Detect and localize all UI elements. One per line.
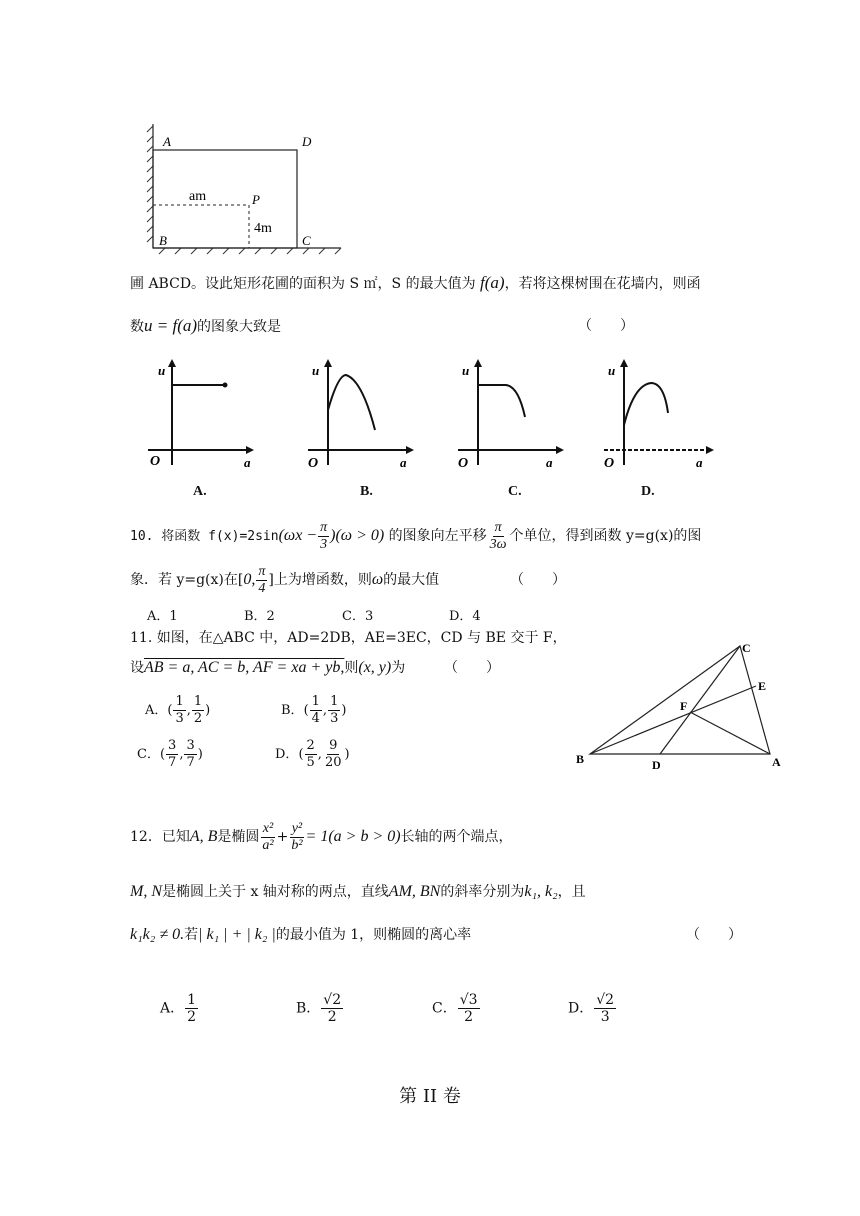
q9-answer-paren: （ ）	[578, 318, 634, 334]
q10-option-b: B．2	[244, 609, 275, 624]
q9-line2: 数u = f(a)的图象大致是	[130, 316, 282, 335]
graph-b-caption: B.	[360, 484, 373, 499]
q11-option-d: D．( $\frac{2}{5}$ , $\frac{9}{20}$ )	[275, 738, 350, 770]
graph-d	[596, 355, 720, 475]
garden-label-c: C	[302, 233, 311, 248]
graph-c-a: a	[546, 455, 553, 470]
graph-d-a: a	[696, 455, 703, 470]
q11-line1: 11. 如图，在△ABC 中，AD=2DB，AE=3EC，CD 与 BE 交于 F，	[130, 630, 567, 646]
graph-d-caption: D.	[641, 484, 655, 499]
tri-label-b: B	[576, 752, 585, 766]
q11-option-c: C．( $\frac{3}{7}$ , $\frac{3}{7}$ )	[137, 738, 203, 770]
graph-b-u: u	[312, 363, 320, 378]
graph-b	[300, 355, 420, 475]
graph-a-o: O	[150, 454, 161, 469]
tri-label-c: C	[742, 641, 751, 655]
q10-answer-paren: （ ）	[510, 572, 566, 588]
graph-c-o: O	[458, 456, 469, 471]
q12-line2: M, N是椭圆上关于 x 轴对称的两点，直线AM, BN的斜率分别为k₁, k₂，且	[130, 883, 586, 900]
section-heading: 第 II 卷	[399, 1086, 461, 1107]
garden-label-4m: 4m	[254, 221, 272, 236]
q12-option-c: C． $\frac{√3}{2}$	[432, 992, 478, 1025]
q11-line2: 设AB = a, AC = b, AF = xa + yb,则(x, y)为	[130, 659, 406, 676]
tri-label-d: D	[652, 758, 661, 772]
graph-d-o: O	[604, 456, 615, 471]
graph-d-u: u	[608, 363, 616, 378]
tri-label-a: A	[772, 755, 781, 769]
graph-a-u: u	[158, 363, 166, 378]
graph-a-caption: A.	[193, 484, 207, 499]
q11-option-a: A．( $\frac{1}{3}$ , $\frac{1}{2}$ )	[145, 694, 211, 726]
garden-label-p: P	[252, 192, 260, 207]
q12-line3: k₁k₂ ≠ 0.若| k₁ | + | k₂ |的最小值为 1，则椭圆的离心率	[130, 926, 472, 943]
q12-line1: 12．已知A, B是椭圆 $\frac{\text{x²}}{\text{a²}}$ + $\frac{\text{y²}}{\text{b²}}$ = 1(a > b > 0)长轴的两个端点，	[130, 820, 513, 853]
q12-option-a: A． $\frac{1}{2}$	[160, 992, 197, 1025]
q10-line2: 象．若 y=g(x)在[0, $\frac{\pi}{4}$ ]上为增函数，则ω的最大值	[130, 563, 440, 596]
garden-label-b: B	[159, 233, 167, 248]
q9-line1: 圃 ABCD。设此矩形花圃的面积为 S ㎡，S 的最大值为 f(a)，若将这棵树围在花墙内，则函	[130, 273, 701, 292]
graph-c-u: u	[462, 363, 470, 378]
q12-option-d: D． $\frac{√2}{3}$	[568, 992, 615, 1025]
graph-c	[450, 355, 570, 475]
tri-label-f: F	[680, 699, 688, 713]
q12-answer-paren: （ ）	[686, 927, 742, 943]
q10-option-a: A．1	[147, 609, 178, 624]
garden-label-a: A	[163, 134, 171, 149]
tri-label-e: E	[758, 679, 767, 693]
q10-line1: 10. 将函数 f(x)=2sin(ωx − $\frac{\pi}{3}$ )(ω > 0) 的图象向左平移 $\frac{\pi}{3\omega}$ 个单位，得到函数 y=g(x)的图	[130, 519, 702, 552]
graph-b-o: O	[308, 456, 319, 471]
garden-figure	[145, 120, 345, 260]
q10-option-d: D．4	[449, 609, 481, 624]
graph-b-a: a	[400, 455, 407, 470]
q12-option-b: B． $\frac{√2}{2}$	[296, 992, 342, 1025]
garden-label-am: am	[189, 189, 207, 204]
q11-answer-paren: （ ）	[444, 660, 500, 676]
graph-a	[140, 355, 260, 475]
graph-c-caption: C.	[508, 484, 522, 499]
garden-label-d: D	[302, 134, 312, 149]
triangle-figure	[570, 638, 790, 774]
q11-option-b: B．( $\frac{1}{4}$ , $\frac{1}{3}$ )	[281, 694, 347, 726]
q10-option-c: C．3	[342, 609, 374, 624]
graph-a-a: a	[244, 455, 251, 470]
